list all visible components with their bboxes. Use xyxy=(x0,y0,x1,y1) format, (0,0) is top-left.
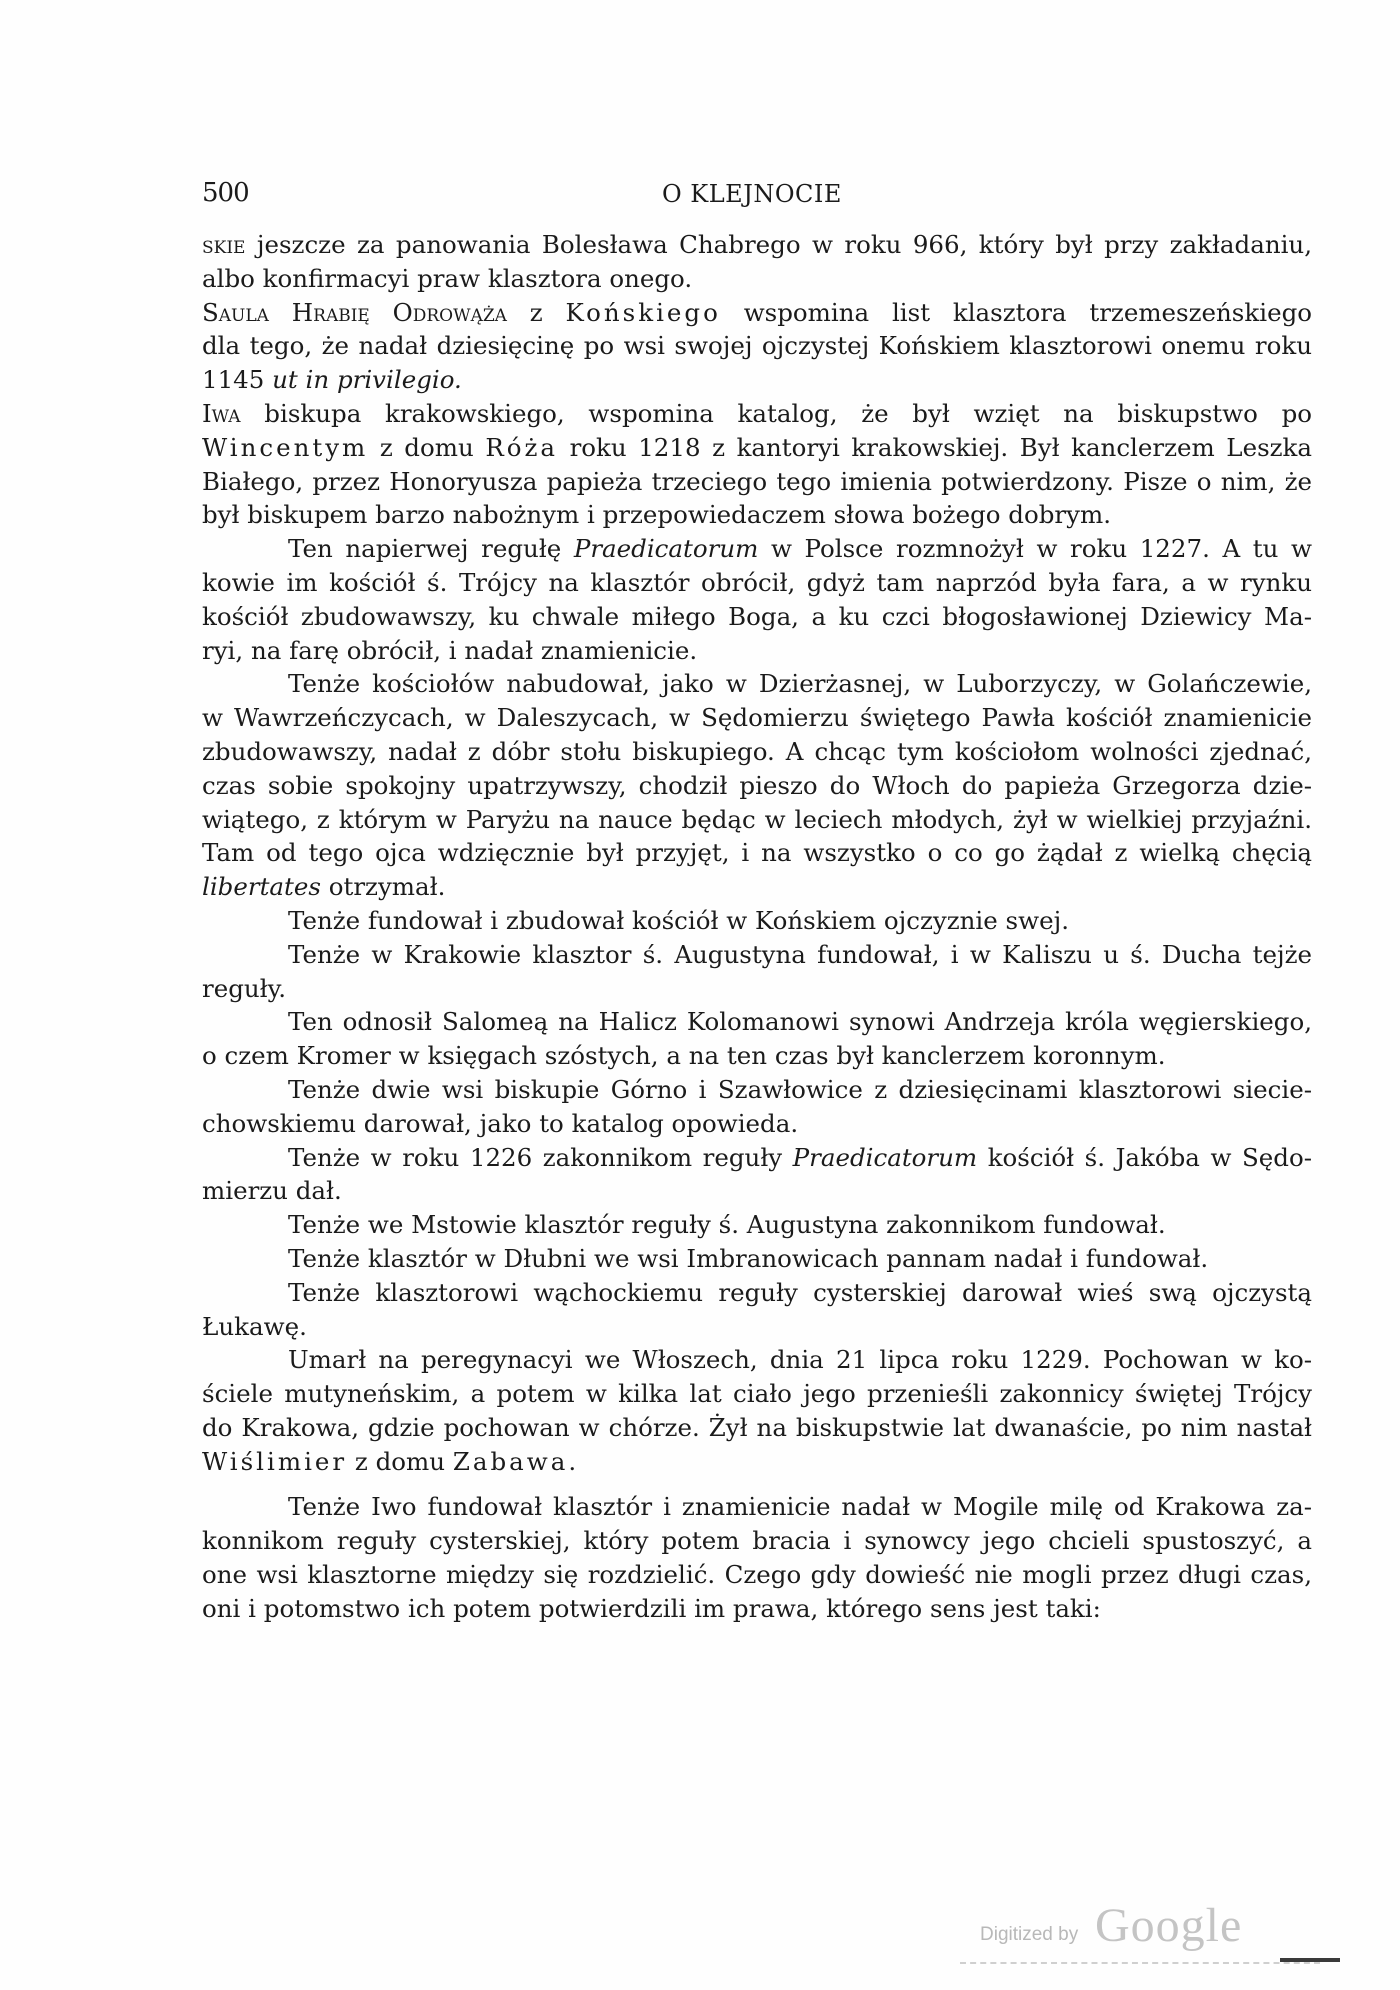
page-number: 500 xyxy=(202,178,249,208)
text-line: oni i potomstwo ich potem potwierdzili im prawa, którego sens jest taki: xyxy=(202,1593,1101,1623)
scan-edge-mark-dark xyxy=(1280,1958,1340,1962)
italic-fragment: Praedicatorum xyxy=(792,1142,978,1172)
text-line: Tenże kościołów nabudował, jako w Dzierżasnej, w Luborzyczy, w Golańczewie, xyxy=(288,669,1312,699)
small-caps-fragment: Iwa xyxy=(202,398,241,428)
text-fragment: Tenże w roku 1226 zakonnikom reguły xyxy=(288,1142,793,1172)
body-text xyxy=(202,228,1312,1626)
text-fragment: kościół ś. Jakóba w Sędo- xyxy=(977,1142,1312,1172)
text-line: Ten odnosił Salomeą na Halicz Kolomanowi synowi Andrzeja króla węgierskiego, xyxy=(288,1007,1312,1037)
small-caps-fragment: skie xyxy=(202,230,246,259)
text-line xyxy=(202,870,1312,904)
spaced-fragment: Róża xyxy=(485,432,559,462)
text-line: albo konfirmacyi praw klasztora onego. xyxy=(202,263,693,293)
running-head: O KLEJNOCIE xyxy=(662,180,842,208)
text-line: Tenże we Mstowie klasztór reguły ś. Augustyna zakonnikom fundował. xyxy=(288,1210,1166,1240)
text-fragment: wspomina list klasztora trzemeszeńskiego xyxy=(720,297,1312,327)
spaced-fragment: Wiślimier xyxy=(202,1446,348,1476)
text-line: Tenże klasztorowi wąchockiemu reguły cysterskiej darował wieś swą ojczystą xyxy=(288,1277,1312,1307)
text-line: one wsi klasztorne między się rozdzielić. Czego gdy dowieść nie mogli przez długi czas, xyxy=(202,1560,1312,1590)
text-line: wiątego, z którym w Paryżu na nauce będąc w leciech młodych, żył w wielkiej przyjaźni. xyxy=(202,804,1312,834)
text-line: o czem Kromer w księgach szóstych, a na ten czas był kanclerzem koronnym. xyxy=(202,1041,1166,1071)
text-line: Umarł na peregynacyi we Włoszech, dnia 21 lipca roku 1229. Pochowan w ko- xyxy=(288,1345,1312,1375)
text-line: ściele mutyneńskim, a potem w kilka lat ciało jego przenieśli zakonnicy świętej Trójcy xyxy=(202,1379,1312,1409)
text-line xyxy=(202,431,1312,465)
text-line: dla tego, że nadał dziesięcinę po wsi swojej ojczystej Końskiem klasztorowi onemu roku xyxy=(202,331,1312,361)
digitized-by-label: Digitized by xyxy=(980,1924,1079,1945)
text-line: Tenże dwie wsi biskupie Górno i Szawłowice z dziesięcinami klasztorowi siecie- xyxy=(288,1074,1312,1104)
spaced-fragment: Zabawa xyxy=(452,1446,569,1476)
spaced-fragment: Wincentym xyxy=(202,432,369,462)
text-fragment: z xyxy=(506,297,566,327)
text-fragment: . xyxy=(568,1446,577,1476)
text-line xyxy=(202,363,1312,397)
text-line xyxy=(202,1445,1312,1479)
text-line: Tenże fundował i zbudował kościół w Końskiem ojczyznie swej. xyxy=(288,905,1069,935)
text-line: Tam od tego ojca wdzięcznie był przyjęt, i na wszystko o co go żądał z wielką chęcią xyxy=(202,838,1312,868)
google-logo: Google xyxy=(1095,1899,1243,1952)
text-fragment: z domu xyxy=(368,432,486,462)
text-line xyxy=(202,296,1312,330)
text-line: Białego, przez Honoryusza papieża trzeciego tego imienia potwierdzony. Pisze o nim, że xyxy=(202,466,1312,496)
text-line: zbudowawszy, nadał z dóbr stołu biskupiego. A chcąc tym kościołom wolności zjednać, xyxy=(202,736,1312,766)
text-line: w Wawrzeńczycach, w Daleszycach, w Sędomierzu świętego Pawła kościół znamienicie xyxy=(202,703,1312,733)
italic-fragment: ut in privilegio. xyxy=(272,365,462,395)
italic-fragment: Praedicatorum xyxy=(573,534,759,564)
text-line: Tenże w Krakowie klasztor ś. Augustyna fundował, i w Kaliszu u ś. Ducha tejże xyxy=(288,939,1312,969)
digitized-watermark xyxy=(980,1898,1280,1958)
text-fragment: biskupa krakowskiego, wspomina katalog, że był wzięt na biskupstwo po xyxy=(240,398,1312,428)
page-header xyxy=(202,178,1312,214)
small-caps-fragment: Saula Hrabię Odrowąża xyxy=(202,297,507,327)
text-line: do Krakowa, gdzie pochowan w chórze. Żył na biskupstwie lat dwanaście, po nim nastał xyxy=(202,1412,1312,1442)
text-line: Tenże klasztór w Dłubni we wsi Imbranowicach pannam nadał i fundował. xyxy=(288,1243,1209,1273)
text-fragment: z domu xyxy=(347,1446,453,1476)
italic-fragment: libertates xyxy=(202,872,321,902)
spaced-fragment: Końskiego xyxy=(565,297,721,327)
text-fragment: 1145 xyxy=(202,365,273,395)
text-line: był biskupem barzo nabożnym i przepowiedaczem słowa bożego dobrym. xyxy=(202,500,1111,530)
text-line xyxy=(202,532,1312,566)
text-line: konnikom reguły cysterskiej, który potem bracia i synowcy jego chcieli spustoszyć, a xyxy=(202,1526,1312,1556)
text-line: kościół zbudowawszy, ku chwale miłego Boga, a ku czci błogosławionej Dziewicy Ma- xyxy=(202,601,1312,631)
text-line: Tenże Iwo fundował klasztór i znamienicie nadał w Mogile milę od Krakowa za- xyxy=(288,1492,1312,1522)
paragraph-gap xyxy=(202,1478,1312,1490)
scan-edge-mark xyxy=(960,1962,1320,1970)
text-fragment: w Polsce rozmnożył w roku 1227. A tu w xyxy=(770,534,1312,564)
text-line: kowie im kościół ś. Trójcy na klasztór obrócił, gdyż tam naprzód była fara, a w rynku xyxy=(202,567,1312,597)
text-line: reguły. xyxy=(202,973,286,1003)
text-fragment: otrzymał. xyxy=(320,872,446,902)
text-fragment: roku 1218 z kantoryi krakowskiej. Był kanclerzem Leszka xyxy=(558,432,1312,462)
text-line: ryi, na farę obrócił, i nadał znamienicie. xyxy=(202,635,698,665)
text-fragment: jeszcze za panowania Bolesława Chabrego w roku 966, który był przy zakładaniu, xyxy=(245,230,1312,259)
text-line xyxy=(202,228,1312,262)
text-line xyxy=(202,397,1312,431)
text-line xyxy=(202,1141,1312,1175)
text-line: chowskiemu darował, jako to katalog opowieda. xyxy=(202,1108,799,1138)
text-line: mierzu dał. xyxy=(202,1176,342,1206)
text-line: czas sobie spokojny upatrzywszy, chodził pieszo do Włoch do papieża Grzegorza dzie- xyxy=(202,770,1312,800)
text-line: Łukawę. xyxy=(202,1311,307,1341)
text-fragment: Ten napierwej regułę xyxy=(288,534,574,564)
